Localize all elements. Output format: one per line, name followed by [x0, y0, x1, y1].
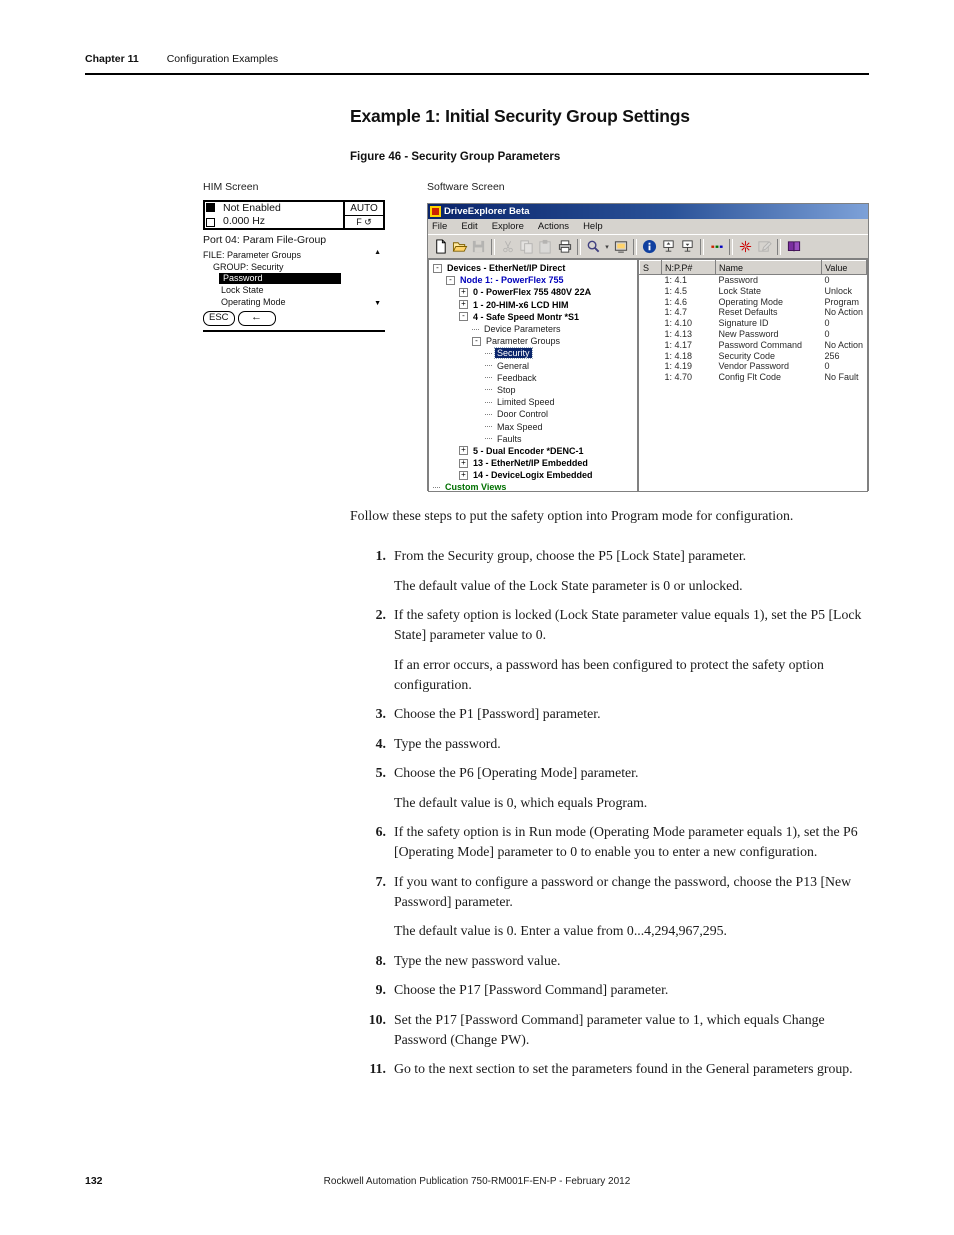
him-screen-label: HIM Screen — [203, 181, 259, 193]
cell-name: Reset Defaults — [718, 307, 778, 318]
tree-item-label: Node 1: - PowerFlex 755 — [460, 275, 564, 286]
parameter-grid-pane — [638, 259, 868, 492]
cell-name: Operating Mode — [718, 296, 784, 307]
intro-paragraph: Follow these steps to put the safety option into Program mode for configuration. — [350, 508, 794, 523]
step-text: Go to the next section to set the parameters found in the General parameters group. — [394, 1061, 853, 1076]
tree-connector — [485, 414, 492, 415]
step-subtext: The default value is 0. Enter a value from 0...4,294,967,295. — [394, 923, 727, 938]
cell-value: Program — [824, 296, 860, 307]
him-list-item[interactable]: Password — [219, 273, 341, 284]
expand-icon[interactable]: + — [459, 446, 468, 455]
tree-item[interactable] — [429, 396, 637, 408]
step-text: Choose the P17 [Password Command] parameter. — [394, 982, 669, 997]
cell-npp: 1: 4.10 — [664, 318, 693, 329]
step-item — [350, 872, 874, 942]
cell-npp: 1: 4.1 — [664, 275, 688, 285]
find-dropdown-icon[interactable]: ▾ — [605, 243, 609, 251]
toolbar-separator — [577, 239, 581, 255]
save-icon[interactable] — [469, 237, 488, 256]
him-indicator-off — [206, 218, 215, 227]
tree-connector — [485, 353, 492, 354]
step-number: 1. — [375, 548, 386, 563]
column-header[interactable]: S — [640, 261, 662, 275]
step-item — [350, 822, 874, 862]
step-number: 5. — [375, 765, 386, 780]
scroll-down-icon[interactable]: ▼ — [374, 300, 381, 307]
procedure-steps — [350, 506, 874, 1089]
header-rule — [85, 73, 869, 75]
cell-value: 256 — [824, 350, 840, 361]
column-header[interactable]: Value — [822, 261, 867, 275]
cell-name: Security Code — [718, 350, 776, 361]
window-titlebar[interactable] — [428, 204, 868, 219]
step-number: 8. — [375, 952, 386, 968]
step-number: 2. — [375, 607, 386, 622]
info-icon[interactable] — [640, 237, 659, 256]
him-port-line: Port 04: Param File-Group — [203, 234, 327, 246]
tree-item-label: 4 - Safe Speed Montr *S1 — [473, 311, 580, 322]
footer-page-number: 132 — [85, 1175, 103, 1187]
him-buttons — [203, 311, 385, 326]
open-folder-icon[interactable] — [450, 237, 469, 256]
tree-item[interactable] — [429, 445, 637, 457]
menu-item-edit[interactable]: Edit — [461, 221, 478, 232]
him-forward-rotate-icon: F ↺ — [356, 217, 372, 227]
cell-npp: 1: 4.18 — [664, 350, 693, 361]
him-status-box — [203, 200, 385, 230]
cell-s — [640, 329, 662, 340]
cell-value: No Action — [824, 339, 864, 350]
page-title: Example 1: Initial Security Group Settings — [350, 106, 690, 126]
cell-s — [640, 297, 662, 308]
tree-item-label: Devices - EtherNet/IP Direct — [447, 263, 566, 274]
him-status-line1: Not Enabled — [223, 202, 281, 214]
print-icon[interactable] — [555, 237, 574, 256]
cell-s — [640, 275, 662, 286]
cell-value: No Action — [824, 307, 864, 318]
window-title: DriveExplorer Beta — [444, 206, 530, 217]
step-subtext: The default value of the Lock State parameter is 0 or unlocked. — [394, 577, 743, 593]
toolbar-separator — [700, 239, 704, 255]
tree-item-label: Limited Speed — [497, 397, 555, 408]
cell-npp: 1: 4.7 — [664, 307, 688, 318]
tree-item[interactable] — [429, 262, 637, 274]
cut-icon[interactable] — [498, 237, 517, 256]
step-item — [350, 951, 874, 971]
cell-name: Password — [718, 275, 759, 285]
step-item — [350, 1010, 874, 1050]
step-item — [350, 605, 874, 695]
compare-icon[interactable] — [707, 237, 726, 256]
expand-icon[interactable]: + — [459, 288, 468, 297]
tree-item[interactable] — [429, 481, 637, 492]
tree-item[interactable] — [429, 274, 637, 286]
him-bottom-rule — [203, 330, 385, 332]
him-mode-cell — [343, 202, 383, 228]
software-screen-label: Software Screen — [427, 181, 505, 193]
tree-connector — [485, 377, 492, 378]
toolbar-separator — [491, 239, 495, 255]
cell-s — [640, 372, 662, 383]
step-item — [350, 704, 874, 724]
cell-value: 0 — [824, 361, 830, 372]
parameter-table — [639, 260, 867, 383]
column-header[interactable]: Name — [716, 261, 822, 275]
tree-item[interactable] — [429, 335, 637, 347]
step-text: Choose the P1 [Password] parameter. — [394, 706, 601, 721]
expand-icon[interactable]: + — [459, 471, 468, 480]
step-item — [350, 980, 874, 1000]
find-icon[interactable] — [584, 237, 603, 256]
step-text: Type the new password value. — [394, 952, 561, 968]
menu-bar — [428, 219, 868, 234]
cell-name: Config Flt Code — [718, 372, 782, 383]
section-label: Configuration Examples — [166, 53, 279, 65]
tree-item[interactable] — [429, 469, 637, 481]
him-screen — [203, 200, 385, 332]
cell-npp: 1: 4.17 — [664, 339, 693, 350]
cell-s — [640, 318, 662, 329]
tree-item-label: Parameter Groups — [486, 336, 561, 347]
tree-item[interactable] — [429, 420, 637, 432]
tree-item-label: 0 - PowerFlex 755 480V 22A — [473, 287, 592, 298]
him-group-line: GROUP: Security — [213, 262, 284, 272]
cell-npp: 1: 4.13 — [664, 328, 693, 339]
window-body — [428, 259, 868, 492]
cell-value: No Fault — [824, 372, 859, 383]
tree-connector — [485, 389, 492, 390]
him-status-text — [219, 202, 343, 228]
table-header-row — [640, 261, 867, 275]
step-number: 4. — [375, 735, 386, 751]
table-row[interactable] — [640, 318, 867, 329]
driveexplorer-window — [427, 203, 869, 491]
toolbar-separator — [777, 239, 781, 255]
toolbar-separator — [729, 239, 733, 255]
step-text: Type the password. — [394, 735, 501, 751]
tree-item-label: 1 - 20-HIM-x6 LCD HIM — [473, 299, 569, 310]
expand-icon[interactable]: + — [459, 300, 468, 309]
cell-value: 0 — [824, 275, 830, 285]
device-tree-pane — [428, 259, 638, 492]
tree-item-label: Device Parameters — [484, 324, 561, 335]
him-auto-label: AUTO — [345, 202, 383, 216]
step-text: If you want to configure a password or change the password, choose the P13 [New Password] parameter. The default value is 0. Enter a value from 0...4,294,967,295. — [394, 872, 874, 942]
cell-name: Signature ID — [718, 318, 769, 329]
step-text: From the Security group, choose the P5 [Lock State] parameter. The default value of the Lock State parameter is 0 or unlocked. — [394, 546, 874, 596]
tree-item-label: Door Control — [497, 409, 549, 420]
cell-name: New Password — [718, 328, 779, 339]
step-number: 11. — [369, 1061, 386, 1076]
table-row[interactable] — [640, 297, 867, 308]
column-header[interactable]: N:P.P# — [662, 261, 716, 275]
menu-item-help[interactable]: Help — [583, 221, 603, 232]
app-icon — [430, 206, 441, 217]
cell-npp: 1: 4.19 — [664, 361, 693, 372]
cell-name: Password Command — [718, 339, 803, 350]
table-row[interactable] — [640, 329, 867, 340]
step-text: If the safety option is locked (Lock State parameter value equals 1), set the P5 [Lock State] parameter value to 0. If an error occurs, a password has been configured to protect the safety option configuration. — [394, 605, 874, 695]
expand-icon[interactable]: + — [459, 459, 468, 468]
tree-item[interactable] — [429, 433, 637, 445]
tree-item[interactable] — [429, 457, 637, 469]
tree-item[interactable] — [429, 311, 637, 323]
him-list-item[interactable]: Lock State — [221, 285, 264, 295]
him-file-text: FILE: Parameter Groups — [203, 250, 302, 260]
step-item — [350, 546, 874, 596]
tree-item[interactable] — [429, 347, 637, 359]
tree-item-label: Stop — [497, 384, 516, 395]
esc-button[interactable]: ESC — [203, 311, 235, 326]
figure-caption: Figure 46 - Security Group Parameters — [350, 151, 561, 163]
cell-value: Unlock — [824, 285, 853, 296]
tree-item-label: Faults — [497, 433, 522, 444]
table-row[interactable] — [640, 361, 867, 372]
step-number: 7. — [375, 873, 386, 889]
him-indicator-on — [206, 203, 215, 212]
tree-connector — [485, 438, 492, 439]
tree-item[interactable] — [429, 299, 637, 311]
cell-npp: 1: 4.70 — [664, 372, 693, 383]
cell-s — [640, 307, 662, 318]
tree-item-label: Security — [497, 348, 530, 359]
tree-item-label: Custom Views — [445, 482, 507, 492]
cell-s — [640, 361, 662, 372]
step-item — [350, 1059, 874, 1079]
collapse-icon[interactable]: - — [433, 264, 442, 273]
step-item — [350, 734, 874, 754]
him-parameter-list — [203, 273, 385, 308]
collapse-icon[interactable]: - — [446, 276, 455, 285]
tree-connector — [472, 329, 479, 330]
tree-item[interactable] — [429, 384, 637, 396]
tree-item[interactable] — [429, 360, 637, 372]
him-status-line2: 0.000 Hz — [223, 215, 266, 227]
menu-item-explore[interactable]: Explore — [491, 221, 524, 232]
tree-connector — [485, 365, 492, 366]
tree-item[interactable] — [429, 286, 637, 298]
scroll-up-icon[interactable]: ▲ — [374, 249, 381, 256]
new-document-icon[interactable] — [431, 237, 450, 256]
step-text: Set the P17 [Password Command] parameter value to 1, which equals Change Password (Change PW). — [394, 1011, 825, 1047]
cell-s — [640, 351, 662, 362]
step-number: 6. — [375, 824, 386, 839]
table-row[interactable] — [640, 340, 867, 351]
copy-icon[interactable] — [517, 237, 536, 256]
tree-item-label: 14 - DeviceLogix Embedded — [473, 470, 593, 481]
cell-name: Vendor Password — [718, 361, 790, 372]
footer-publication: Rockwell Automation Publication 750-RM001F-EN-P - February 2012 — [323, 1176, 631, 1187]
chapter-label: Chapter 11 — [85, 53, 139, 65]
menu-item-actions[interactable]: Actions — [537, 221, 570, 232]
steps-list — [350, 546, 874, 1079]
step-subtext: If an error occurs, a password has been configured to protect the safety option configuration. — [394, 656, 824, 692]
tree-connector — [485, 426, 492, 427]
step-subtext: The default value is 0, which equals Program. — [394, 794, 648, 810]
table-row[interactable] — [640, 372, 867, 383]
cell-value: 0 — [824, 328, 830, 339]
table-row[interactable] — [640, 307, 867, 318]
tree-item[interactable] — [429, 323, 637, 335]
him-file-line — [203, 250, 385, 260]
tree-item-label: 13 - EtherNet/IP Embedded — [473, 458, 588, 469]
edit-icon[interactable] — [755, 237, 774, 256]
download-device-icon[interactable] — [678, 237, 697, 256]
him-list-item[interactable]: Operating Mode ▼ — [221, 297, 381, 307]
cell-s — [640, 286, 662, 297]
table-row[interactable] — [640, 286, 867, 297]
tree-item-label: 5 - Dual Encoder *DENC-1 — [473, 445, 584, 456]
cell-s — [640, 340, 662, 351]
cell-name: Lock State — [718, 285, 762, 296]
step-text: If the safety option is in Run mode (Operating Mode parameter equals 1), set the P6 [Operating Mode] parameter to 0 to enable you to enter a new configuration. — [394, 824, 858, 859]
step-number: 3. — [375, 706, 386, 721]
step-text: Choose the P6 [Operating Mode] parameter. The default value is 0, which equals Program. — [394, 763, 874, 813]
step-number: 9. — [375, 982, 386, 997]
back-arrow-button[interactable]: ← — [238, 311, 276, 326]
paste-icon[interactable] — [536, 237, 555, 256]
tree-item-label: General — [497, 360, 530, 371]
help-book-icon[interactable] — [784, 237, 803, 256]
toolbar — [428, 234, 868, 259]
collapse-icon[interactable]: - — [472, 337, 481, 346]
tree-item[interactable] — [429, 372, 637, 384]
step-number: 10. — [368, 1011, 386, 1027]
table-row[interactable] — [640, 275, 867, 286]
tree-item-label: Max Speed — [497, 421, 543, 432]
him-indicator-squares — [205, 202, 219, 228]
tree-connector — [433, 487, 440, 488]
tree-item[interactable] — [429, 408, 637, 420]
wizard-icon[interactable] — [736, 237, 755, 256]
toolbar-separator — [633, 239, 637, 255]
menu-item-file[interactable]: File — [432, 221, 448, 232]
table-row[interactable] — [640, 351, 867, 362]
cell-value: 0 — [824, 318, 830, 329]
connect-drive-icon[interactable] — [611, 237, 630, 256]
tree-item-label: Feedback — [497, 372, 537, 383]
upload-device-icon[interactable] — [659, 237, 678, 256]
collapse-icon[interactable]: - — [459, 312, 468, 321]
page-header — [85, 53, 278, 65]
cell-npp: 1: 4.6 — [664, 296, 688, 307]
tree-connector — [485, 402, 492, 403]
step-item — [350, 763, 874, 813]
cell-npp: 1: 4.5 — [664, 285, 688, 296]
